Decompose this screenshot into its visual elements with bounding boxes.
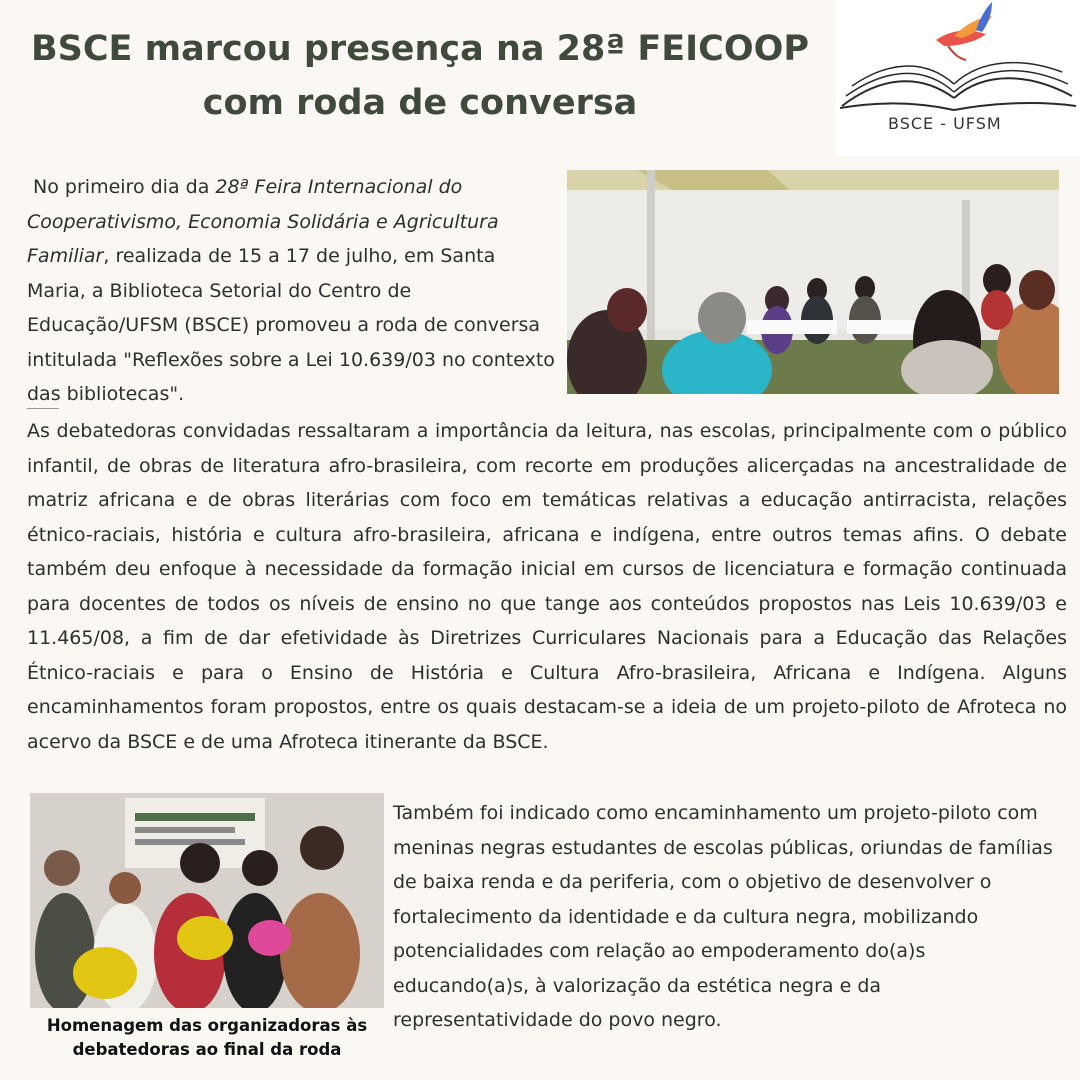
intro-lead: No primeiro dia da [33,176,216,198]
intro-rest: , realizada de 15 a 17 de julho, em Santa Maria, a Biblioteca Setorial do Centro de Educação/UFSM (BSCE) promoveu a roda de conversa intitulada "Reflexões sobre a Lei 10.639/03 no contexto das bibliotecas". [27,245,555,405]
closing-paragraph: Também foi indicado como encaminhamento um projeto-piloto com meninas negras estudantes de escolas públicas, oriundas de famílias de baixa renda e da periferia, com o objetivo de desenvolver o fortalecimento da identidade e da cultura negra, mobilizando potencialidades com relação ao empoderamento do(a)s educando(a)s, à valorização da estética negra e da representatividade do povo negro. [393,802,1053,1031]
logo-text: BSCE - UFSM [888,114,1002,133]
tent-meeting-photo-icon [567,170,1059,394]
group-photo-icon [30,793,384,1008]
photo-roda-de-conversa [567,170,1059,394]
divider [27,408,59,409]
photo-caption: Homenagem das organizadoras às debatedoras ao final da roda [46,1016,368,1059]
page-title: BSCE marcou presença na 28ª FEICOOP com roda de conversa [30,29,810,123]
photo-homenagem [30,793,384,1008]
body-paragraph: As debatedoras convidadas ressaltaram a importância da leitura, nas escolas, principalmente com o público infantil, de obras de literatura afro-brasileira, com recorte em produções alicerçadas na ancestralidade de matriz africana e de obras literárias com foco em temáticas relativas a educação antirracista, relações étnico-raciais, história e cultura afro-brasileira, africana e indígena, entre outros temas afins. O debate também deu enfoque à necessidade da formação inicial em cursos de licenciatura e formação continuada para docentes de todos os níveis de ensino no que tange aos conteúdos propostos nas Leis 10.639/03 e 11.465/08, a fim de dar efetividade às Diretrizes Curriculares Nacionais para a Educação das Relações Étnico-raciais e para o Ensino de História e Cultura Afro-brasileira, Africana e Indígena. Alguns encaminhamentos foram propostos, entre os quais destacam-se a ideia de um projeto-piloto de Afroteca no acervo da BSCE e de uma Afroteca itinerante da BSCE. [27,420,1067,753]
event-name: 28ª Feira Internacional do Cooperativismo, Economia Solidária e Agricultura Familiar [27,176,499,267]
bsce-ufsm-logo [836,0,1080,156]
intro-paragraph [27,170,557,412]
